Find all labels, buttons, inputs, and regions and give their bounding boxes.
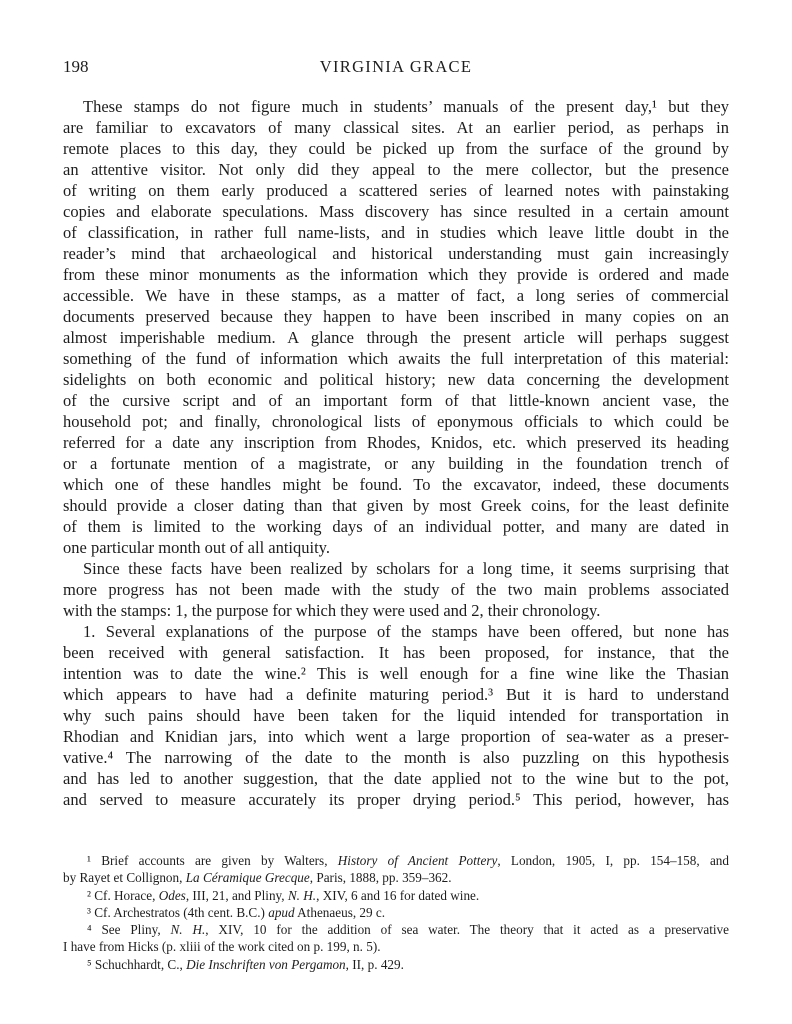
- footnote-text: by Rayet et Collignon,: [63, 870, 186, 886]
- footnote-text: , XIV, 10 for the addition of sea water. The theory that it acted as a preservative: [205, 922, 729, 938]
- body-line: almost imperishable medium. A glance through the present article will perhaps suggest: [63, 328, 729, 347]
- page-content: [63, 57, 729, 973]
- body-line: sidelights on both economic and political history; new data concerning the development: [63, 370, 729, 389]
- body-line: of them is limited to the working days of an individual potter, and many are dated in: [63, 517, 729, 536]
- body-line: documents preserved because they happen to have been inscribed in many copies on an: [63, 307, 729, 326]
- body-line: copies and elaborate speculations. Mass discovery has since resulted in a certain amount: [63, 202, 729, 221]
- footnote-line: [63, 956, 729, 973]
- body-line: been received with general satisfaction. It has been proposed, for instance, that the: [63, 643, 729, 662]
- body-line: an attentive visitor. Not only did they appeal to the mere collector, but the presence: [63, 160, 729, 179]
- body-line: or a fortunate mention of a magistrate, or any building in the foundation trench of: [63, 454, 729, 473]
- body-line: of writing on them early produced a scattered series of learned notes with painstaking: [63, 181, 729, 200]
- body-line: which one of these handles might be found. To the excavator, indeed, these documents: [63, 475, 729, 494]
- footnote-text: , III, 21, and Pliny,: [185, 887, 288, 903]
- body-line: 1. Several explanations of the purpose of the stamps have been offered, but none has: [83, 622, 729, 641]
- footnote-text: , Paris, 1888, pp. 359–362.: [309, 870, 452, 886]
- body-line: accessible. We have in these stamps, as a matter of fact, a long series of commercial: [63, 286, 729, 305]
- body-line: one particular month out of all antiquity.: [63, 538, 330, 557]
- footnote-text: ² Cf. Horace,: [87, 887, 159, 903]
- footnote-text: ⁵ Schuchhardt, C.,: [87, 956, 187, 972]
- footnote-line: [63, 869, 729, 886]
- footnote-italic-text: Odes: [158, 887, 186, 903]
- page-number: 198: [63, 57, 89, 76]
- footnote-text: , II, p. 429.: [345, 956, 404, 972]
- footnote-line: [63, 904, 729, 921]
- running-head-title: VIRGINIA GRACE: [319, 57, 473, 76]
- footnote-italic-text: N. H.: [287, 887, 317, 903]
- footnote-text: , London, 1905, I, pp. 154–158, and: [497, 853, 729, 868]
- footnote-text: ⁴ See Pliny,: [87, 922, 171, 938]
- body-line: intention was to date the wine.² This is well enough for a fine wine like the Thasian: [63, 664, 729, 683]
- body-line: more progress has not been made with the study of the two main problems associated: [63, 580, 729, 599]
- body-line: household pot; and finally, chronological lists of eponymous officials to which could be: [63, 412, 729, 431]
- body-line: of classification, in rather full name-lists, and in studies which leave little doubt in the: [63, 223, 729, 242]
- footnotes-section: [63, 852, 729, 973]
- body-line: vative.⁴ The narrowing of the date to the month is also puzzling on this hypothesis: [63, 748, 729, 767]
- footnote-italic-text: History of Ancient Pottery: [337, 853, 498, 868]
- body-line: referred for a date any inscription from Rhodes, Knidos, etc. which preserved its heading: [63, 433, 729, 452]
- footnote-text: ¹ Brief accounts are given by Walters,: [87, 853, 338, 868]
- footnote-text: Athenaeus, 29 c.: [294, 904, 386, 920]
- body-line: Since these facts have been realized by scholars for a long time, it seems surprising that: [83, 559, 729, 578]
- body-line: and has led to another suggestion, that the date applied not to the wine but to the pot,: [63, 769, 729, 788]
- body-line: why such pains should have been taken for the liquid intended for transportation in: [63, 706, 729, 725]
- footnote-text: I have from Hicks (p. xliii of the work cited on p. 199, n. 5).: [63, 939, 381, 955]
- body-line: with the stamps: 1, the purpose for which they were used and 2, their chronology.: [63, 601, 601, 620]
- body-line: of the cursive script and of an important form of that little-known ancient vase, the: [63, 391, 729, 410]
- body-line: Rhodian and Knidian jars, into which went a large proportion of sea-water as a preser-: [63, 727, 729, 746]
- article-body: [63, 96, 729, 810]
- footnote-italic-text: apud: [268, 904, 295, 920]
- footnote-text: , XIV, 6 and 16 for dated wine.: [316, 887, 480, 903]
- body-line: which appears to have had a definite maturing period.³ But it is hard to understand: [63, 685, 729, 704]
- body-line: reader’s mind that archaeological and historical understanding must gain increasingly: [63, 244, 729, 263]
- body-line: something of the fund of information which awaits the full interpretation of this material:: [63, 349, 729, 368]
- footnote-line: [63, 852, 729, 869]
- footnote-line: [63, 938, 729, 955]
- footnote-italic-text: N. H.: [170, 922, 206, 938]
- body-line: from these minor monuments as the information which they provide is ordered and made: [63, 265, 729, 284]
- body-line: and served to measure accurately its proper drying period.⁵ This period, however, has: [63, 790, 729, 809]
- body-line: These stamps do not figure much in students’ manuals of the present day,¹ but they: [83, 97, 729, 116]
- footnote-line: [63, 921, 729, 938]
- footnote-italic-text: La Céramique Grecque: [185, 870, 310, 886]
- body-line: should provide a closer dating than that given by most Greek coins, for the least definite: [63, 496, 729, 515]
- footnote-text: ³ Cf. Archestratos (4th cent. B.C.): [87, 904, 269, 920]
- body-line: are familiar to excavators of many classical sites. At an earlier period, as perhaps in: [63, 118, 729, 137]
- body-line: remote places to this day, they could be picked up from the surface of the ground by: [63, 139, 729, 158]
- running-header: [63, 57, 729, 79]
- footnote-italic-text: Die Inschriften von Pergamon: [186, 956, 346, 972]
- footnote-line: [63, 887, 729, 904]
